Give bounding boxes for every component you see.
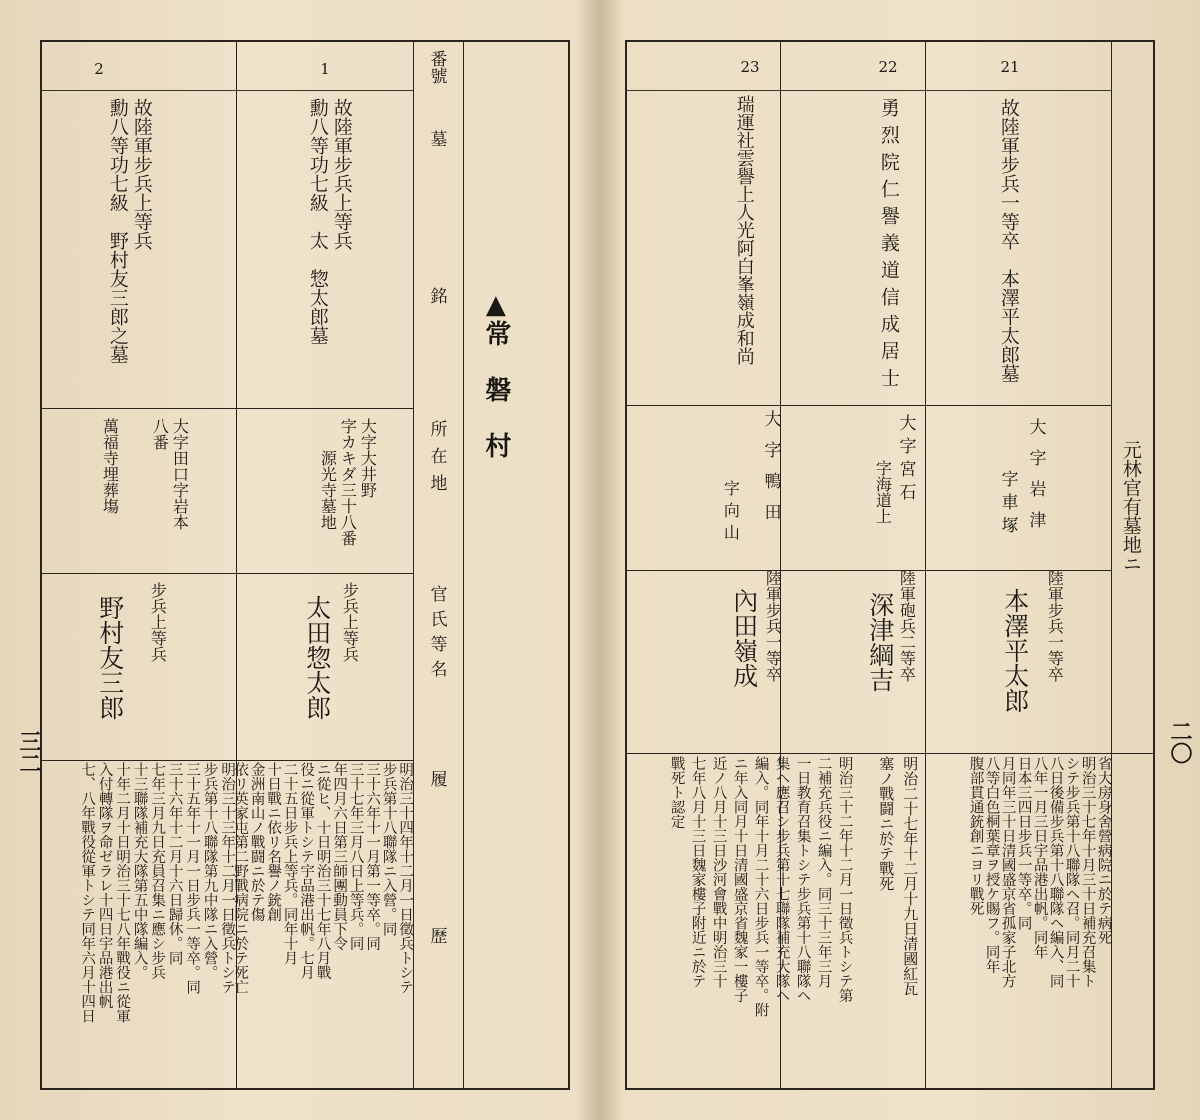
right-row-rule — [625, 570, 1111, 571]
career-line: 十日戰ニ依リ名譽ノ銃創 — [265, 762, 282, 922]
career-line: 八等白色桐葉章ヲ授ケ賜フ。同年 — [983, 756, 1000, 974]
entry-name: 太田惣太郎 — [302, 595, 332, 720]
right-page-number: 二〇 — [1167, 720, 1193, 764]
career-line: 月同年三十日清國盛京省孤家子北方 — [999, 756, 1016, 988]
entry-inscription-line: 勳八等功七級 野村友三郎之墓 — [106, 98, 129, 364]
header-career: 履 歷 — [426, 770, 447, 1004]
entry-inscription-line: 勇烈院仁譽義道信成居士 — [877, 98, 900, 395]
entry-location-line: 大字大井野 — [358, 418, 378, 498]
entry-location-line: 大字岩津 — [1025, 418, 1046, 542]
entry-location-line: 字車塚 — [997, 470, 1018, 539]
entry-inscription-line: 故陸軍步兵上等兵 — [330, 98, 353, 250]
career-line: 七年八月十三日魏家樓子附近ニ於テ — [689, 756, 706, 988]
left-row-rule — [40, 90, 413, 91]
career-line: ニ從ヒ、十日明治三十七年八月戰 — [314, 762, 331, 980]
entry-inscription-line: 勳八等功七級 太 惣太郎墓 — [306, 98, 329, 345]
right-row-rule — [625, 90, 1111, 91]
entry-location-line: 字向山 — [721, 480, 741, 546]
career-line: 明治二十七年十二月十九日清國紅瓦 — [901, 756, 920, 996]
entry-number: 2 — [94, 60, 104, 78]
career-line: 省大房身舍營病院ニ於テ病死 — [1095, 756, 1112, 945]
entry-rank: 陸軍砲兵二等卒 — [897, 570, 917, 682]
career-line: 三十六年十一月第一等卒。同 — [364, 762, 381, 951]
right-page — [625, 40, 1155, 1090]
career-line: 日本三四日步兵一等卒。同 — [1015, 756, 1032, 930]
entry-rank: 步兵上等兵 — [148, 582, 168, 662]
header-location: 所在地 — [426, 420, 447, 501]
entry-number: 23 — [740, 58, 760, 76]
career-line: シテ步兵第十八聯隊ヘ召。同月二十 — [1063, 756, 1080, 988]
career-line: 三十五年十一月一日步兵一等卒。同 — [184, 762, 201, 994]
left-page — [40, 40, 570, 1090]
career-line: 入付轉隊ヲ命ゼラレ十四日宇品港出帆 — [96, 762, 113, 1009]
entry-name: 內田嶺成 — [729, 588, 759, 688]
career-line: 一日教育召集トシテ步兵第十八聯隊ヘ — [794, 756, 811, 1003]
career-line: ニ年入同月十日清國盛京省魏家一樓子 — [731, 756, 748, 1003]
header-number: 番號 — [426, 50, 447, 84]
header-rank-name: 官氏等名 — [426, 585, 447, 685]
career-line: 七、八年戰役從軍トシテ同年六月十四日 — [79, 762, 96, 1023]
entry-location-line: 大字鴨田 — [760, 410, 781, 534]
entry-name: 野村友三郎 — [95, 595, 125, 720]
entry-rank: 步兵上等兵 — [340, 582, 360, 662]
entry-location-line: 八番 — [150, 418, 170, 450]
career-line: 步兵第十八聯隊ニ入營。同 — [380, 762, 397, 936]
career-line: 十年二月十日明治三十七八年戰役ニ從軍 — [114, 762, 131, 1023]
header-inscription: 墓 銘 — [426, 130, 447, 364]
career-line: 步兵第十八聯隊第九中隊ニ入營。 — [201, 762, 218, 980]
entry-location-line: 源光寺墓地 — [318, 450, 338, 530]
career-line: 二十五日步兵上等兵。同年十月 — [281, 762, 298, 965]
career-line: 明治三十四年十二月一日徵兵トシテ — [397, 762, 414, 994]
entry-inscription-line: 故陸軍步兵上等兵 — [130, 98, 153, 250]
career-line: 集ヘ應召シ步兵第十七聯隊補充大隊ヘ — [773, 756, 790, 1003]
entry-rank: 陸軍步兵一等卒 — [1045, 570, 1065, 682]
left-row-rule — [40, 408, 413, 409]
entry-name: 深津綱吉 — [865, 592, 895, 692]
career-line: 年四月六日第三師團動員下令 — [331, 762, 348, 951]
entry-number: 21 — [1000, 58, 1020, 76]
entry-number: 22 — [878, 58, 898, 76]
entry-location-line: 字海道上 — [873, 460, 893, 524]
career-line: 八日後備步兵第十八聯隊ヘ編入、同 — [1047, 756, 1064, 988]
entry-location-line: 字カキダ三十八番 — [338, 418, 358, 546]
career-line: 近ノ八月十三日沙河會戰中明治三十 — [710, 756, 727, 988]
entry-name: 本澤平太郎 — [1000, 588, 1030, 713]
career-line: 明治三十七年十月三十日補充召集ト — [1079, 756, 1096, 988]
right-col-divider — [925, 40, 926, 1090]
career-line: 明治三十二年十二月一日徵兵トシテ第 — [836, 756, 853, 1003]
left-row-rule — [40, 573, 413, 574]
left-row-rule — [40, 760, 413, 761]
career-line: 明治三十三年十二月一日徵兵トシテ — [219, 762, 236, 994]
career-line: 二補充兵役ニ編入。同三十三年三月 — [815, 756, 832, 988]
entry-location-line: 萬福寺埋葬塲 — [100, 418, 120, 514]
right-row-rule — [625, 405, 1111, 406]
section-heading: 元林官有墓地ニ — [1119, 440, 1142, 573]
entry-inscription-line: 瑞運社雲譽上人光阿白峯嶺成和尚 — [733, 95, 755, 365]
career-line: 七年三月九日充員召集ニ應シ步兵 — [149, 762, 166, 980]
career-line: 三十六年十二月十六日歸休。同 — [166, 762, 183, 965]
right-row-rule — [625, 753, 1155, 754]
career-line: 三十七年三月八日上等兵。同 — [347, 762, 364, 951]
left-page-number: 三二 — [16, 730, 42, 774]
entry-rank: 陸軍步兵一等卒 — [763, 570, 783, 682]
career-line: 役ニ從軍トシテ宇品港出帆。七月 — [298, 762, 315, 980]
career-line: 十三聯隊補充大隊第五中隊編入。 — [131, 762, 148, 980]
career-line: 編入。同年十月二十六日步兵一等卒。附 — [752, 756, 769, 1017]
career-line: 塞ノ戰闘ニ於テ戰死 — [877, 756, 896, 891]
entry-number: 1 — [320, 60, 330, 78]
entry-location-line: 大字田口字岩本 — [170, 418, 190, 530]
village-heading: ▲常 磐 村 — [480, 290, 511, 458]
left-col-divider — [463, 40, 464, 1090]
career-line: 戰死ト認定 — [668, 756, 685, 829]
entry-location-line: 大字宮石 — [895, 414, 916, 506]
career-line: 八年一月三日宇品港出帆。同年 — [1031, 756, 1048, 959]
career-line: 依リ英家屯第二野戰病院ニ於テ死亡 — [232, 762, 249, 994]
entry-inscription-line: 故陸軍步兵一等卒 本澤平太郎墓 — [997, 98, 1020, 383]
career-line: 金洲南山ノ戰闘ニ於テ傷 — [248, 762, 265, 922]
career-line: 腹部貫通銃創ニヨリ戰死 — [967, 756, 984, 916]
